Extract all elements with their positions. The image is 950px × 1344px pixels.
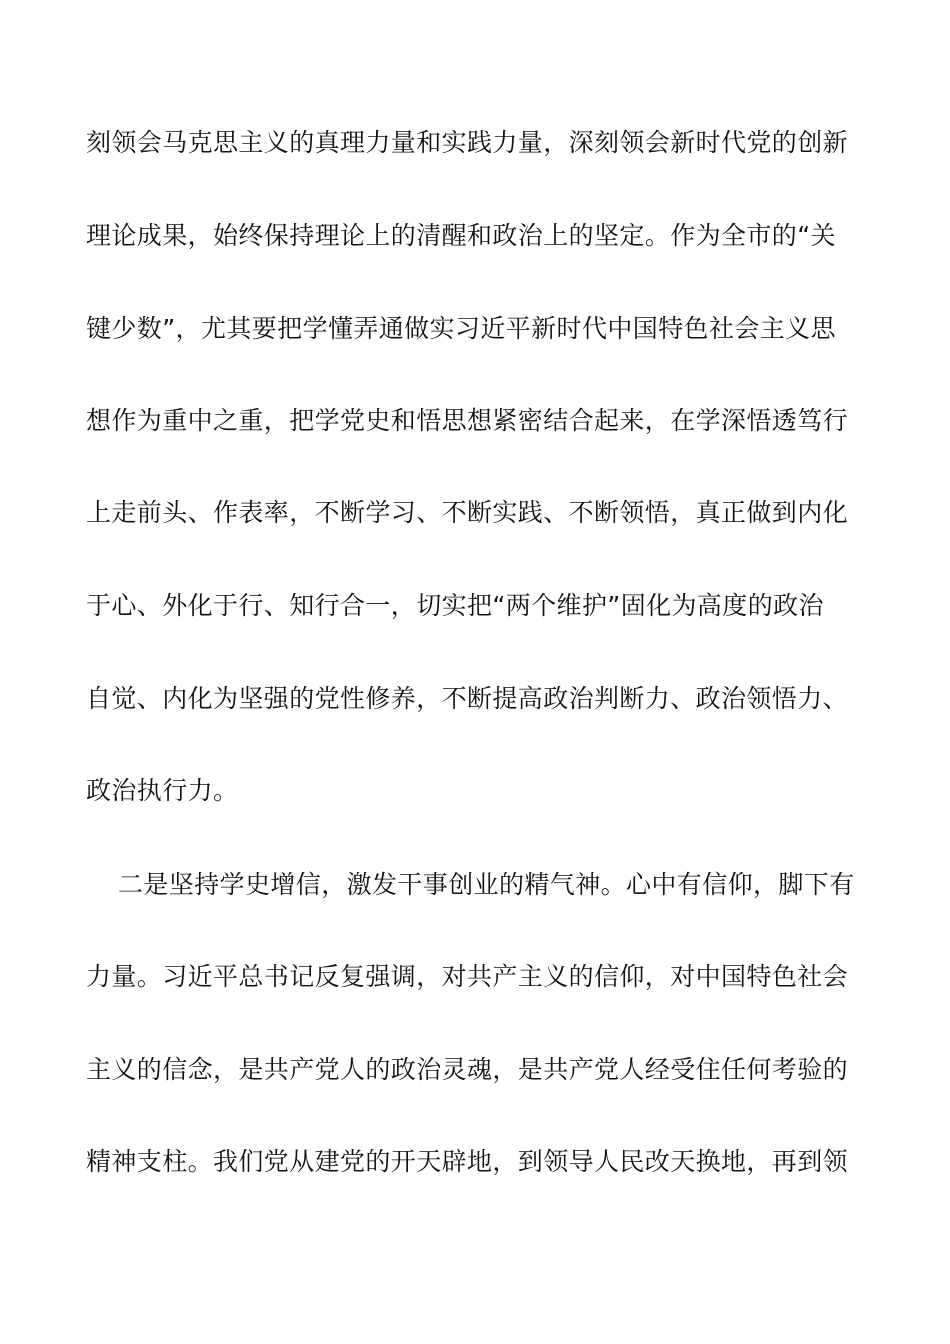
text-line-6: 于心、外化于行、知行合一，切实把“两个维护”固化为高度的政治	[86, 591, 824, 620]
text-line-1: 刻领会马克思主义的真理力量和实践力量，深刻领会新时代党的创新	[86, 128, 849, 157]
text-line-5: 上走前头、作表率，不断学习、不断实践、不断领悟，真正做到内化	[86, 498, 849, 527]
text-line-10: 力量。习近平总书记反复强调，对共产主义的信仰，对中国特色社会	[86, 962, 849, 991]
text-line-8: 政治执行力。	[86, 776, 239, 805]
text-line-3: 键少数”，尤其要把学懂弄通做实习近平新时代中国特色社会主义思	[86, 314, 836, 343]
text-line-11: 主义的信念，是共产党人的政治灵魂，是共产党人经受住任何考验的	[86, 1055, 849, 1084]
paragraph-2-first-line: 二是坚持学史增信，激发干事创业的精气神。心中有信仰，脚下有	[118, 870, 855, 899]
text-line-12: 精神支柱。我们党从建党的开天辟地，到领导人民改天换地，再到领	[86, 1147, 849, 1176]
text-line-2: 理论成果，始终保持理论上的清醒和政治上的坚定。作为全市的“关	[86, 221, 836, 250]
text-line-7: 自觉、内化为坚强的党性修养，不断提高政治判断力、政治领悟力、	[86, 684, 849, 713]
text-line-4: 想作为重中之重，把学党史和悟思想紧密结合起来，在学深悟透笃行	[86, 406, 849, 435]
